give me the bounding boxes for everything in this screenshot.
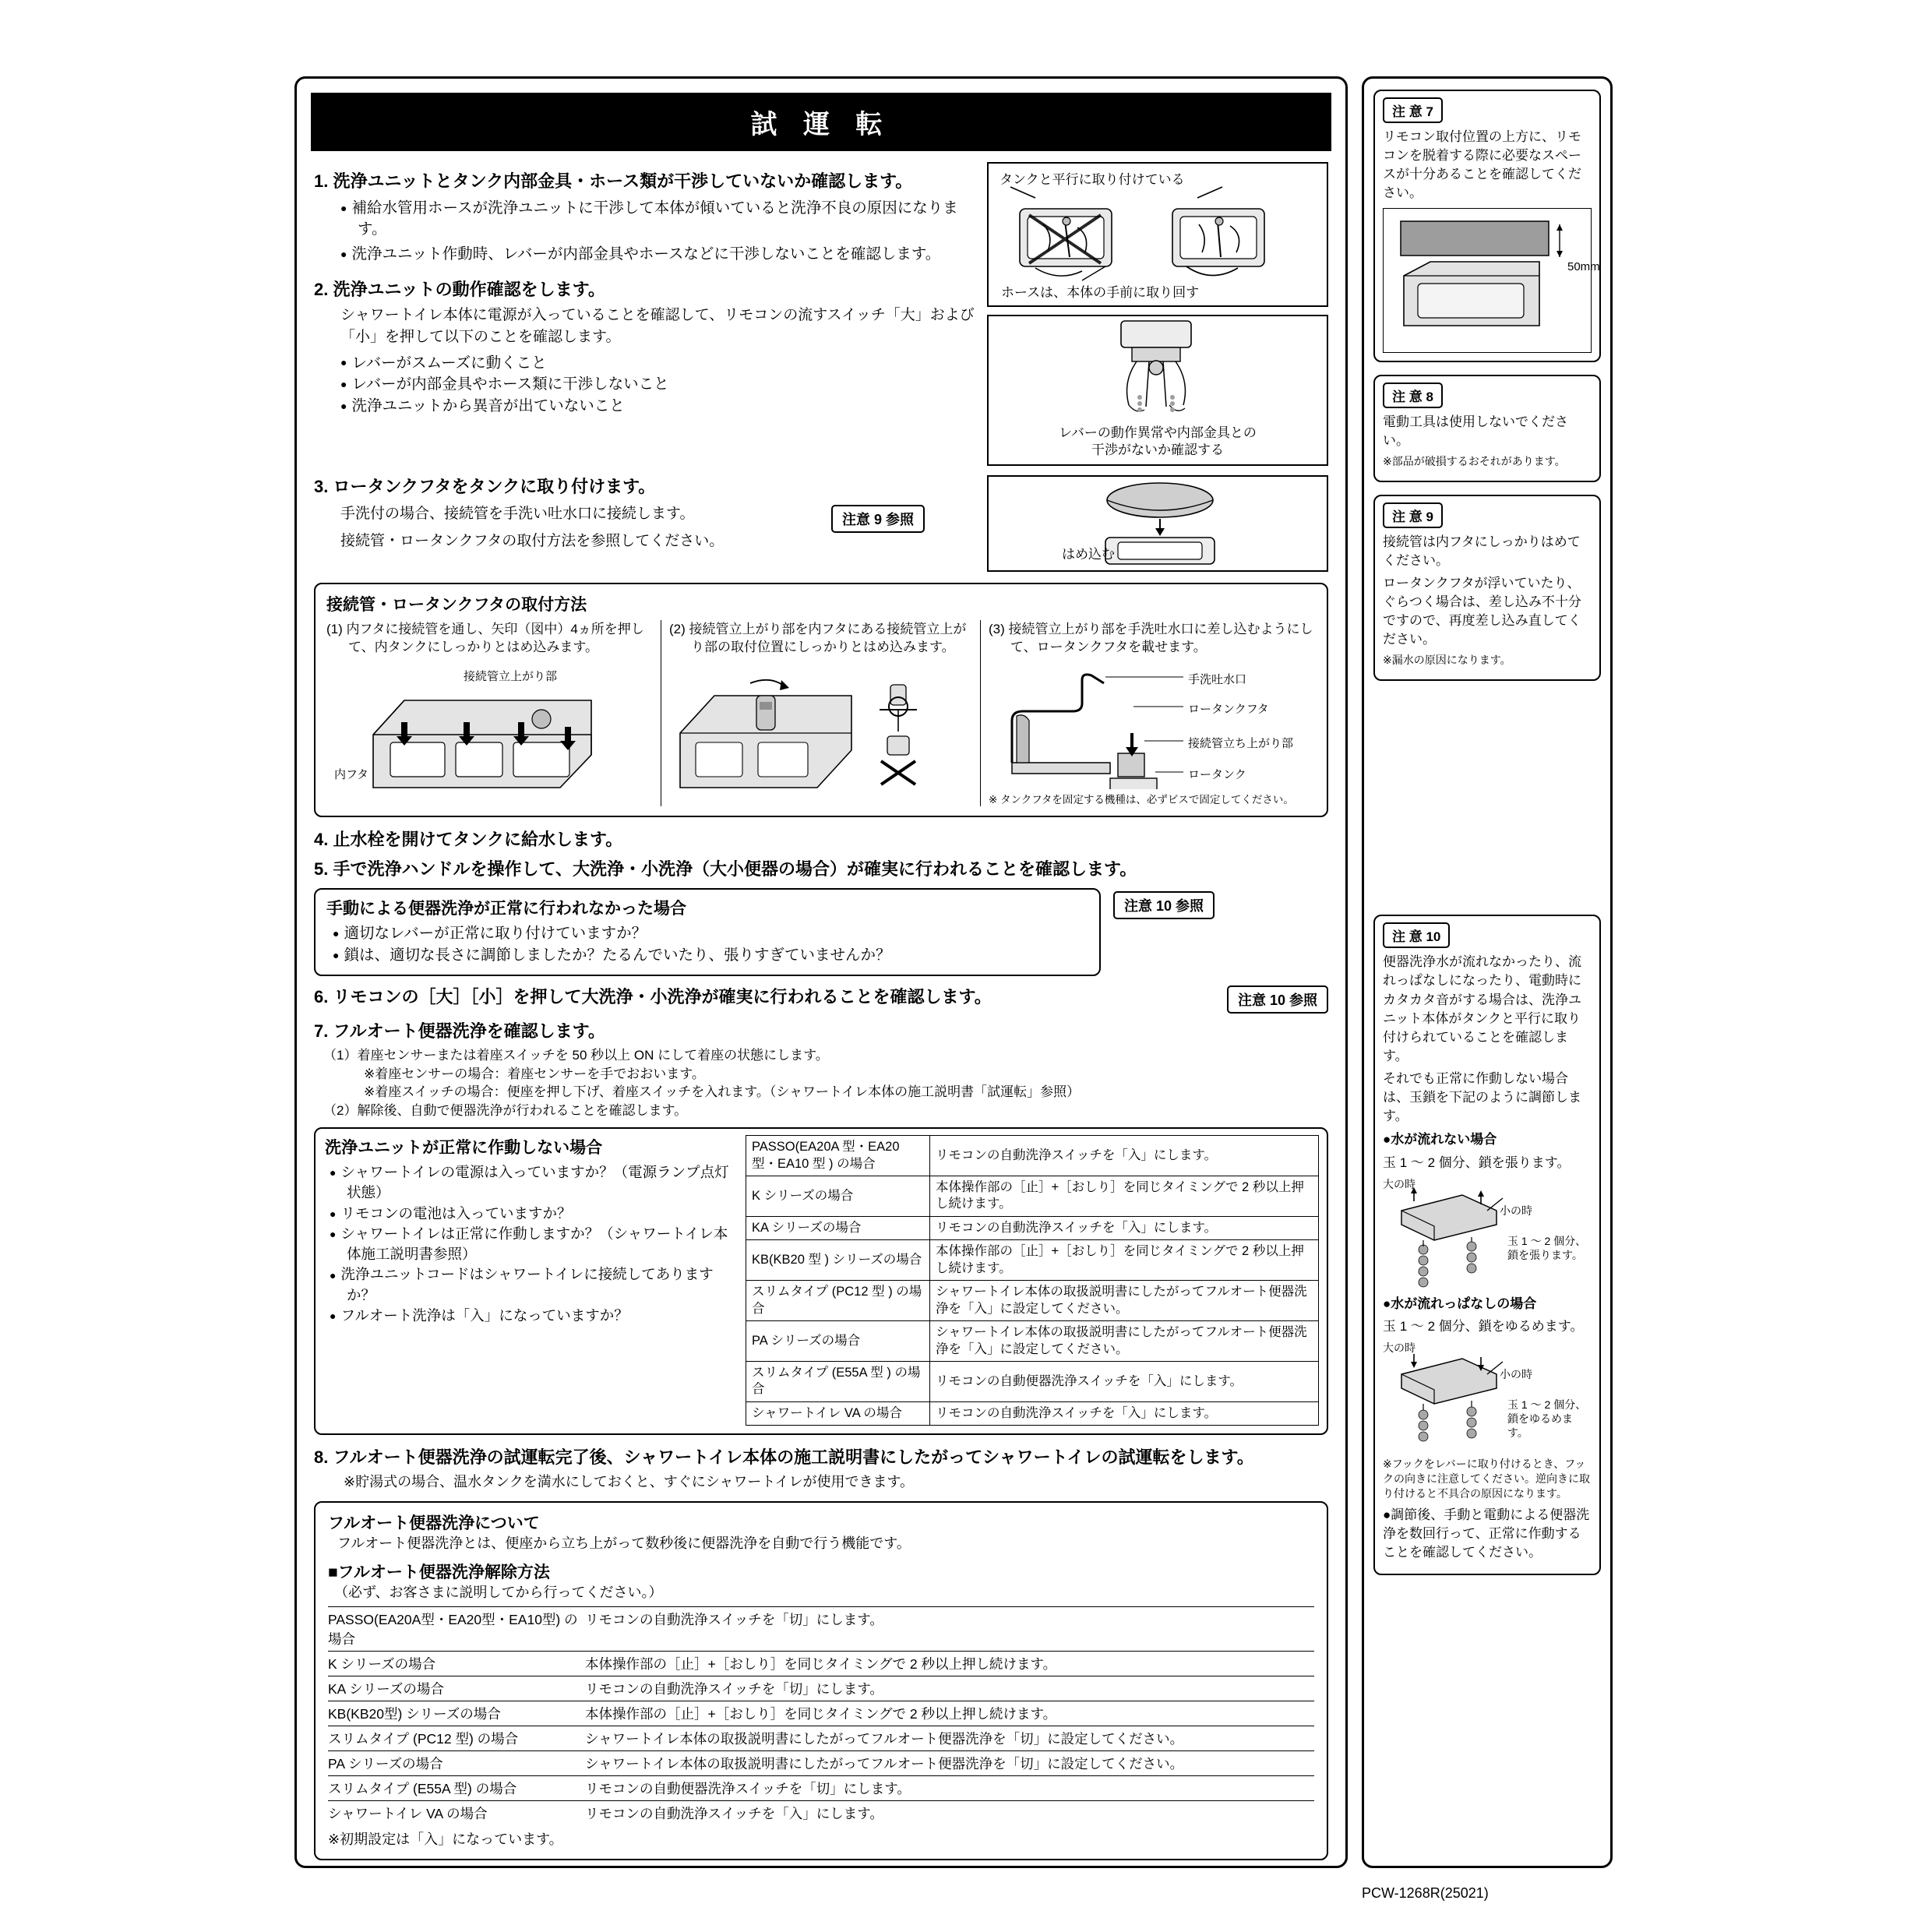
action-cell: リモコンの自動便器洗浄スイッチを「入」にします。	[930, 1361, 1319, 1401]
action-cell: リモコンの自動洗浄スイッチを「入」にします。	[930, 1216, 1319, 1239]
table-row	[746, 1136, 1319, 1176]
caution-9-tag: 注 意 9	[1383, 502, 1443, 528]
step-2-body: シャワートイレ本体に電源が入っていることを確認して、リモコンの流すスイッチ「大」および「小」を押して以下のことを確認します。	[340, 307, 975, 345]
step-2-bullet-3: ● 洗浄ユニットから異音が出ていないこと	[340, 396, 978, 418]
install-method-box	[314, 583, 1328, 817]
figure-2-caption-2: 干渉がないか確認する	[1091, 442, 1224, 457]
model-cell: KB(KB20 型 ) シリーズの場合	[746, 1240, 930, 1281]
model-cell: スリムタイプ (PC12 型 ) の場合	[746, 1281, 930, 1321]
install-step-2-number: (2)	[669, 622, 686, 636]
install-label-riser-2: 接続管立ち上がり部	[1188, 736, 1294, 750]
figure-2-drawing	[989, 316, 1327, 425]
install-step-3	[981, 620, 1324, 806]
step-1-bullet-1: ● 補給水管用ホースが洗浄ユニットに干渉して本体が傾いていると洗浄不良の原因になります。	[340, 198, 978, 241]
caution-10-text-1: 便器洗浄水が流れなかったり、流れっぱなしになったり、電動時にカタカタ音がする場合は、洗浄ユニット本体がタンクと平行に取り付けられていることを確認します。	[1383, 954, 1581, 1063]
model-cell: K シリーズの場合	[746, 1176, 930, 1217]
figure-lid-fit	[987, 475, 1328, 572]
caution-10-fig2-note: 玉 1 ～ 2 個分、鎖をゆるめます。	[1507, 1398, 1587, 1440]
fullauto-action: シャワートイレ本体の取扱説明書にしたがってフルオート便器洗浄を「切」に設定してください。	[585, 1756, 1184, 1772]
section-step3	[314, 475, 1328, 572]
action-cell: リモコンの自動洗浄スイッチを「入」にします。	[930, 1401, 1319, 1425]
section-step1	[314, 162, 1328, 466]
install-label-inner-lid: 内フタ	[334, 767, 368, 781]
install-step-1-text: 内フタに接続管を通し、矢印（図中）4ヵ所を押して、内タンクにしっかりとはめ込みます。	[346, 622, 644, 655]
action-cell: シャワートイレ本体の取扱説明書にしたがってフルオート便器洗浄を「入」に設定してください。	[930, 1281, 1319, 1321]
caution-10-fig1-label-small: 小の時	[1500, 1204, 1532, 1217]
install-figure-3	[989, 657, 1324, 789]
caution-7	[1373, 90, 1601, 362]
caution-10-fig2-label-big: 大の時	[1383, 1341, 1416, 1354]
fullauto-action: シャワートイレ本体の取扱説明書にしたがってフルオート便器洗浄を「切」に設定してください。	[585, 1731, 1184, 1747]
install-step-3-text: 接続管立上がり部を手洗吐水口に差し込むようにして、ロータンクフタを載せます。	[1008, 622, 1313, 655]
caution-10-case2-title: ●水が流れっぱなしの場合	[1383, 1296, 1537, 1311]
step-6-title: リモコンの［大］［小］を押して大洗浄・小洗浄が確実に行われることを確認します。	[333, 986, 992, 1007]
trouble-bullet-4: ● 洗浄ユニットコードはシャワートイレに接続してありますか？	[330, 1264, 739, 1306]
caution-10-fig2-label-small: 小の時	[1500, 1367, 1532, 1380]
list-item	[328, 1652, 1314, 1676]
step-2-heading	[314, 278, 978, 301]
caution-10-case1-text: 玉 1 ～ 2 個分、鎖を張ります。	[1383, 1155, 1571, 1170]
figure-1-caption-top: タンクと平行に取り付けている	[999, 172, 1185, 187]
caution-7-tag: 注 意 7	[1383, 97, 1443, 123]
table-row	[746, 1401, 1319, 1425]
figure-lever-check	[987, 315, 1328, 466]
trouble-title: 洗浄ユニットが正常に作動しない場合	[325, 1139, 603, 1158]
figure-2-caption-1: レバーの動作異常や内部金具との	[1059, 425, 1257, 440]
caution-10-note: ※フックをレバーに取り付けるとき、フックの向きに注意してください。逆向きに取り付けると不具合の原因になります。	[1383, 1457, 1590, 1500]
step-2-number: 2.	[314, 279, 329, 299]
trouble-box	[325, 1135, 746, 1426]
caution-7-figure	[1383, 208, 1600, 353]
document-code: PCW-1268R(25021)	[1362, 1885, 1489, 1901]
step-2-bullet-1: ● レバーがスムーズに動くこと	[340, 353, 978, 375]
fullauto-model: PA シリーズの場合	[328, 1756, 443, 1772]
caution-10-case1-title: ●水が流れない場合	[1383, 1132, 1497, 1148]
fullauto-box	[314, 1501, 1328, 1860]
step-1	[314, 170, 978, 266]
trouble-and-models-box	[314, 1127, 1328, 1435]
model-cell: PA シリーズの場合	[746, 1321, 930, 1362]
caution-9-text-1: 接続管は内フタにしっかりはめてください。	[1383, 534, 1581, 568]
step-3-title: ロータンクフタをタンクに取り付けます。	[333, 477, 656, 496]
figure-tank-parallel	[987, 162, 1328, 307]
caution-9	[1373, 495, 1601, 682]
trouble-bullet-3: ● シャワートイレは正常に作動しますか？（シャワートイレ本体施工説明書参照）	[330, 1224, 739, 1265]
caution-7-drawing	[1384, 209, 1595, 351]
page-title: 試 運 転	[311, 93, 1331, 151]
step-7-line-2: ※着座センサーの場合：着座センサーを手でおおいます。	[364, 1066, 705, 1081]
action-cell: 本体操作部の［止］+［おしり］を同じタイミングで 2 秒以上押し続けます。	[930, 1240, 1319, 1281]
step-2-bullet-2: ● レバーが内部金具やホース類に干渉しないこと	[340, 374, 978, 396]
model-cell: スリムタイプ (E55A 型 ) の場合	[746, 1361, 930, 1401]
list-item	[328, 1801, 1314, 1825]
step-1-bullet-2: ● 洗浄ユニット作動時、レバーが内部金具やホースなどに干渉しないことを確認します。	[340, 244, 978, 266]
fullauto-subnote: （必ず、お客さまに説明してから行ってください。）	[334, 1584, 663, 1600]
step-4-title: 止水栓を開けてタンクに給水します。	[333, 829, 623, 849]
caution-10-last: ●調節後、手動と電動による便器洗浄を数回行って、正常に作動することを確認してください。	[1383, 1507, 1590, 1560]
table-row	[746, 1216, 1319, 1239]
fullauto-model: スリムタイプ (PC12 型) の場合	[328, 1731, 519, 1747]
install-step-3-number: (3)	[989, 622, 1005, 636]
fullauto-action: リモコンの自動洗浄スイッチを「切」にします。	[585, 1681, 883, 1698]
caution-10-fig1-note: 玉 1 ～ 2 個分、鎖を張ります。	[1507, 1234, 1587, 1261]
trouble-bullet-5: ● フルオート洗浄は「入」になっていますか？	[330, 1306, 739, 1326]
step-8-number: 8.	[314, 1447, 329, 1468]
manual-wash-box	[314, 888, 1101, 975]
fullauto-title: フルオート便器洗浄について	[328, 1514, 540, 1532]
step-5-title: 手で洗浄ハンドルを操作して、大洗浄・小洗浄（大小便器の場合）が確実に行われることを確認します。	[333, 858, 1137, 879]
install-step-1-number: (1)	[326, 622, 343, 636]
model-cell: KA シリーズの場合	[746, 1216, 930, 1239]
table-row	[746, 1281, 1319, 1321]
step-7-heading	[314, 1020, 1328, 1043]
fullauto-model: PASSO(EA20A型・EA20型・EA10型) の場合	[328, 1612, 578, 1648]
step-6-heading	[314, 985, 1219, 1009]
caution-10-figure-1	[1383, 1176, 1592, 1293]
list-item	[328, 1676, 1314, 1701]
install-step-1	[326, 620, 661, 806]
fullauto-desc: フルオート便器洗浄とは、便座から立ち上がって数秒後に便器洗浄を自動で行う機能です。	[337, 1535, 911, 1551]
step-8-heading	[314, 1446, 1328, 1469]
caution-sidebar	[1362, 76, 1613, 1868]
model-cell: シャワートイレ VA の場合	[746, 1401, 930, 1425]
table-row	[746, 1176, 1319, 1217]
caution-9-note: ※漏水の原因になります。	[1383, 654, 1511, 667]
step-1-title: 洗浄ユニットとタンク内部金具・ホース類が干渉していないか確認します。	[333, 171, 913, 191]
action-cell: リモコンの自動洗浄スイッチを「入」にします。	[930, 1136, 1319, 1176]
step-7-line-4: （2）解除後、自動で便器洗浄が行われることを確認します。	[323, 1102, 688, 1118]
step-7-number: 7.	[314, 1021, 329, 1041]
caution-10-text-2: それでも正常に作動しない場合は、玉鎖を下記のように調節します。	[1383, 1071, 1581, 1124]
step-3-body-1: 手洗付の場合、接続管を手洗い吐水口に接続します。	[340, 505, 695, 522]
figure-3-caption: はめ込む	[1062, 547, 1115, 562]
step-8-note: ※貯湯式の場合、温水タンクを満水にしておくと、すぐにシャワートイレが使用できます。	[344, 1473, 915, 1490]
list-item	[328, 1701, 1314, 1726]
content-area	[297, 151, 1345, 1868]
table-row	[746, 1361, 1319, 1401]
caution-10-figure-2	[1383, 1340, 1592, 1457]
trouble-bullet-2: ● リモコンの電池は入っていますか？	[330, 1204, 739, 1224]
trouble-bullet-1: ● シャワートイレの電源は入っていますか？（電源ランプ点灯状態）	[330, 1162, 739, 1204]
caution-8-tag: 注 意 8	[1383, 383, 1443, 408]
model-action-table	[746, 1135, 1319, 1426]
fullauto-list	[328, 1606, 1314, 1825]
fullauto-model: シャワートイレ VA の場合	[328, 1806, 488, 1822]
fullauto-action: リモコンの自動洗浄スイッチを「入」にします。	[585, 1806, 883, 1822]
fullauto-model: K シリーズの場合	[328, 1656, 436, 1673]
step-3-heading	[314, 475, 978, 499]
step-6-reference-pill: 注意 10 参照	[1227, 985, 1328, 1014]
install-label-low-tank: ロータンク	[1188, 767, 1246, 781]
action-cell: シャワートイレ本体の取扱説明書にしたがってフルオート便器洗浄を「入」に設定してください。	[930, 1321, 1319, 1362]
step-8-title: フルオート便器洗浄の試運転完了後、シャワートイレ本体の施工説明書にしたがってシャワートイレの試運転をします。	[333, 1447, 1254, 1468]
manual-wash-bullet-1: ● 適切なレバーが正常に取り付けていますか？	[333, 923, 1088, 945]
step-7-line-1: （1）着座センサーまたは着座スイッチを 50 秒以上 ON にして着座の状態にします。	[323, 1048, 829, 1063]
fullauto-model: KB(KB20型) シリーズの場合	[328, 1706, 501, 1722]
step-5-number: 5.	[314, 858, 329, 879]
table-row	[746, 1321, 1319, 1362]
manual-wash-reference-pill: 注意 10 参照	[1113, 891, 1215, 919]
install-note: ※ タンクフタを固定する機種は、必ずビスで固定してください。	[989, 793, 1294, 806]
install-figure-2	[669, 657, 981, 802]
caution-9-text-2: ロータンクフタが浮いていたり、ぐらつく場合は、差し込み不十分ですので、再度差し込み直してください。	[1383, 575, 1581, 647]
fullauto-footnote: ※初期設定は「入」になっています。	[328, 1832, 563, 1848]
list-item	[328, 1726, 1314, 1751]
step-7-line-3: ※着座スイッチの場合：便座を押し下げ、着座スイッチを入れます。（シャワートイレ本体の施工説明書「試運転」参照）	[364, 1084, 1081, 1100]
model-table-wrap	[746, 1135, 1319, 1426]
fullauto-action: 本体操作部の［止］+［おしり］を同じタイミングで 2 秒以上押し続けます。	[585, 1656, 1057, 1673]
step-3-body-2: 接続管・ロータンクフタの取付方法を参照してください。	[340, 533, 724, 550]
caution-8-text: 電動工具は使用しないでください。	[1383, 414, 1568, 448]
fullauto-model: KA シリーズの場合	[328, 1681, 444, 1698]
install-step-2	[661, 620, 981, 806]
caution-8-note: ※部品が破損するおそれがあります。	[1383, 454, 1566, 467]
step-4-heading	[314, 828, 1328, 851]
manual-wash-title: 手動による便器洗浄が正常に行われなかった場合	[326, 900, 686, 918]
figure-3-drawing	[989, 477, 1327, 570]
step-4-number: 4.	[314, 829, 329, 849]
caution-10	[1373, 915, 1601, 1575]
step-1-number: 1.	[314, 171, 329, 191]
install-label-basin-spout: 手洗吐水口	[1188, 672, 1247, 686]
step-7-title: フルオート便器洗浄を確認します。	[333, 1021, 605, 1041]
caution-7-text: リモコン取付位置の上方に、リモコンを脱着する際に必要なスペースが十分あることを確認してください。	[1383, 129, 1581, 201]
fullauto-model: スリムタイプ (E55A 型) の場合	[328, 1781, 517, 1797]
caution-7-dimension-label: 50mm	[1567, 259, 1600, 273]
step-5-heading	[314, 858, 1328, 881]
model-cell: PASSO(EA20A 型・EA20 型・EA10 型 ) の場合	[746, 1136, 930, 1176]
install-label-low-tank-lid: ロータンクフタ	[1188, 702, 1269, 716]
action-cell: 本体操作部の［止］+［おしり］を同じタイミングで 2 秒以上押し続けます。	[930, 1176, 1319, 1217]
step-2	[314, 278, 978, 418]
fullauto-action: リモコンの自動便器洗浄スイッチを「切」にします。	[585, 1781, 911, 1797]
caution-8	[1373, 375, 1601, 482]
main-content-panel	[294, 76, 1348, 1868]
step-6-number: 6.	[314, 986, 329, 1007]
caution-10-fig1-label-big: 大の時	[1383, 1177, 1416, 1190]
step-3-reference-pill: 注意 9 参照	[831, 505, 925, 533]
step-2-title: 洗浄ユニットの動作確認をします。	[333, 279, 605, 299]
manual-wash-bullet-2: ● 鎖は、適切な長さに調節しましたか？たるんでいたり、張りすぎていませんか？	[333, 945, 1088, 967]
install-label-riser: 接続管立上がり部	[464, 669, 558, 683]
fullauto-action: 本体操作部の［止］+［おしり］を同じタイミングで 2 秒以上押し続けます。	[585, 1706, 1057, 1722]
install-step-2-text: 接続管立上がり部を内フタにある接続管立上がり部の取付位置にしっかりとはめ込みます。	[689, 622, 967, 655]
step-3-number: 3.	[314, 477, 329, 496]
figure-1-caption-bottom: ホースは、本体の手前に取り回す	[1001, 285, 1200, 300]
table-row	[746, 1240, 1319, 1281]
caution-10-case2-text: 玉 1 ～ 2 個分、鎖をゆるめます。	[1383, 1318, 1584, 1334]
fullauto-subtitle: ■フルオート便器洗浄解除方法	[328, 1563, 550, 1581]
list-item	[328, 1607, 1314, 1652]
fullauto-action: リモコンの自動洗浄スイッチを「切」にします。	[585, 1612, 883, 1628]
list-item	[328, 1751, 1314, 1776]
step-1-heading	[314, 170, 978, 193]
install-method-title: 接続管・ロータンクフタの取付方法	[326, 596, 587, 614]
list-item	[328, 1776, 1314, 1801]
caution-10-tag: 注 意 10	[1383, 922, 1450, 948]
